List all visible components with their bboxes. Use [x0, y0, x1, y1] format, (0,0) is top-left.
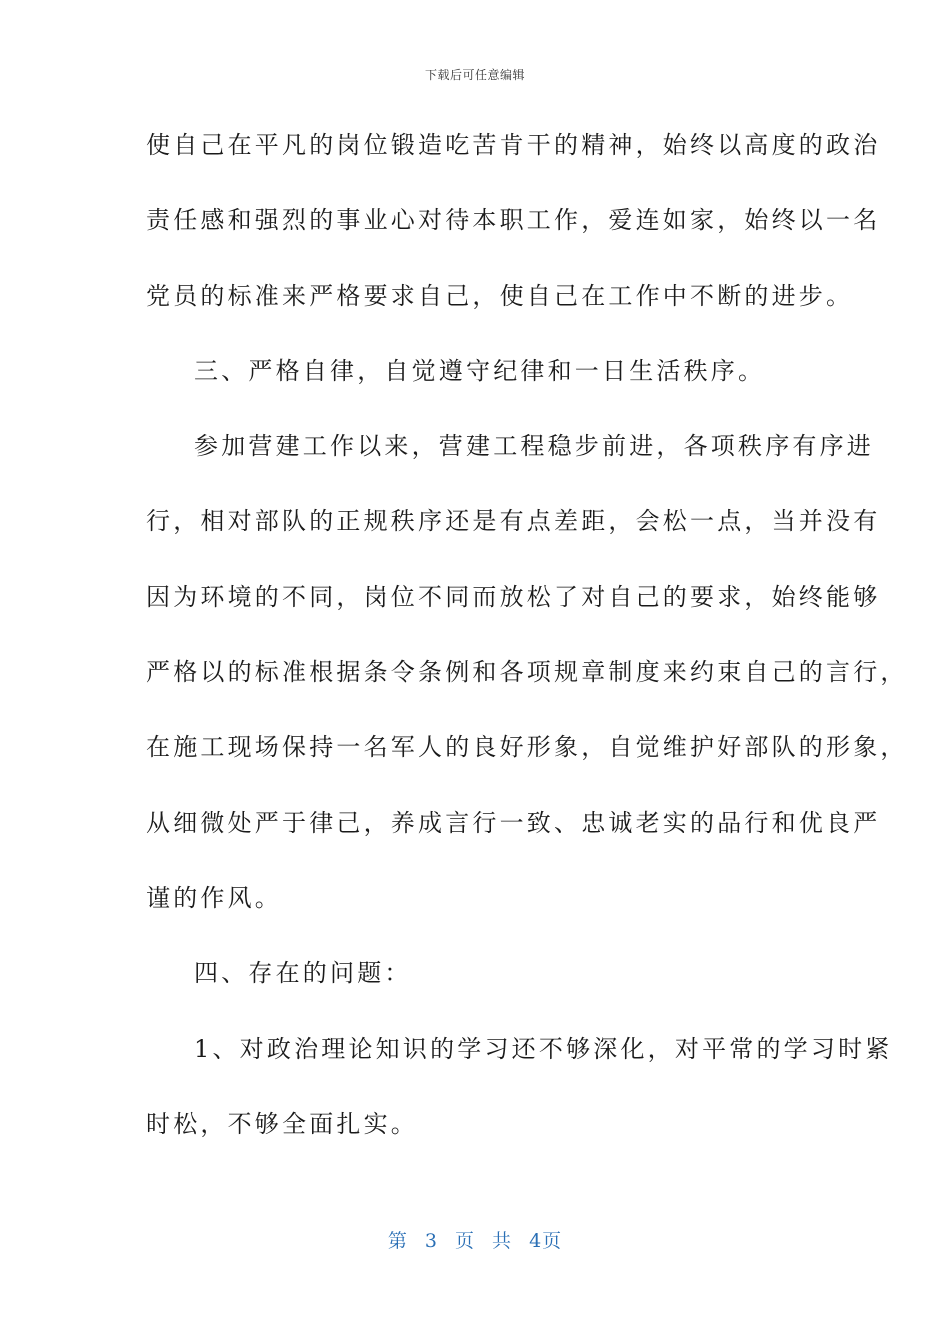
paragraph-line: 使自己在平凡的岗位锻造吃苦肯干的精神，始终以高度的政治	[146, 131, 881, 159]
section-heading: 三、严格自律，自觉遵守纪律和一日生活秩序。	[194, 356, 766, 385]
paragraph-line: 党员的标准来严格要求自己，使自己在工作中不断的进步。	[146, 281, 854, 310]
paragraph-line: 严格以的标准根据条令条例和各项规章制度来约束自己的言行，	[146, 658, 908, 687]
paragraph-line: 责任感和强烈的事业心对待本职工作，爱连如家，始终以一名	[146, 206, 881, 235]
section-heading: 四、存在的问题：	[194, 959, 412, 988]
paragraph-line: 谨的作风。	[146, 883, 282, 912]
paragraph-line: 时松，不够全面扎实。	[146, 1109, 418, 1138]
page-number-footer: 第 3 页 共 4页	[387, 1230, 563, 1252]
page-header: 下载后可任意编辑	[424, 68, 525, 82]
paragraph-line: 行，相对部队的正规秩序还是有点差距，会松一点，当并没有	[146, 507, 881, 536]
paragraph-line: 1、对政治理论知识的学习还不够深化，对平常的学习时紧	[194, 1034, 893, 1063]
paragraph-line: 因为环境的不同，岗位不同而放松了对自己的要求，始终能够	[146, 582, 881, 611]
paragraph-line: 从细微处严于律己，养成言行一致、忠诚老实的品行和优良严	[146, 808, 881, 837]
paragraph-line: 参加营建工作以来，营建工程稳步前进，各项秩序有序进	[194, 432, 874, 461]
paragraph-line: 在施工现场保持一名军人的良好形象，自觉维护好部队的形象，	[146, 733, 908, 762]
document-body	[146, 122, 908, 1176]
